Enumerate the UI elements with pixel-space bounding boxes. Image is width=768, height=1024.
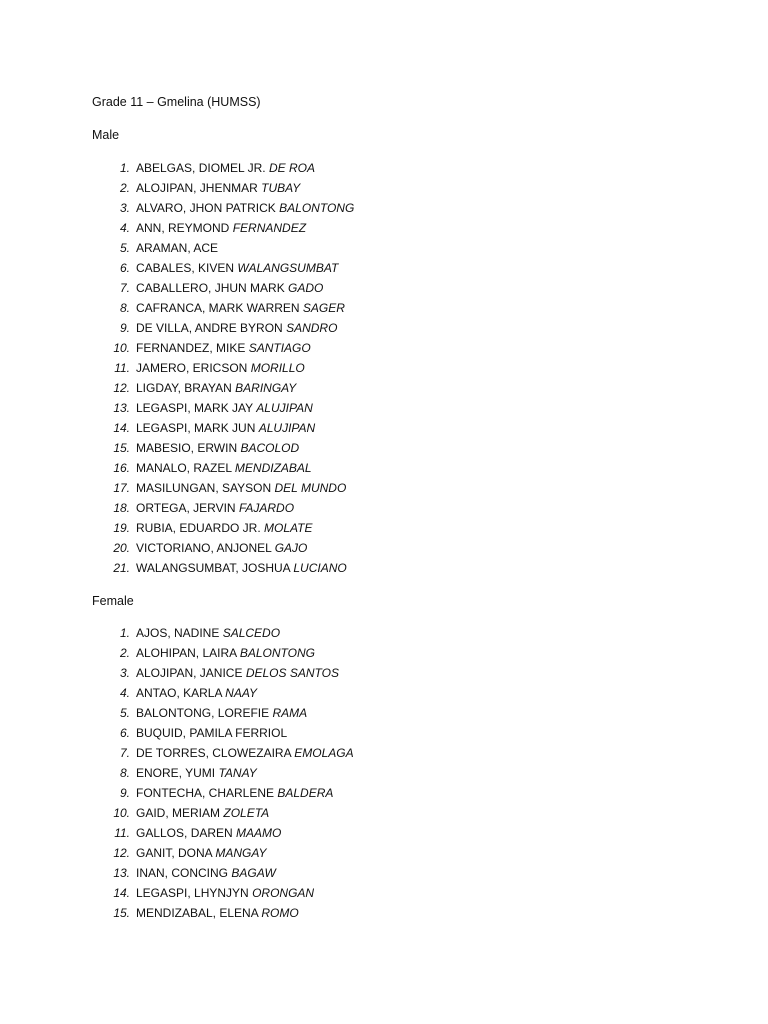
list-item-number: 3.	[119, 201, 130, 215]
list-item-number: 7.	[119, 746, 130, 760]
list-item	[0, 805, 500, 825]
list-item-number: 1.	[119, 161, 130, 175]
list-item	[0, 360, 500, 380]
student-name	[136, 300, 345, 316]
list-item-number: 17.	[113, 481, 130, 495]
student-middle-name: RAMA	[272, 706, 308, 720]
list-item	[0, 340, 500, 360]
list-item	[0, 320, 500, 340]
list-item-number: 6.	[119, 261, 130, 275]
list-item	[0, 905, 500, 925]
list-item	[0, 520, 500, 540]
list-item	[0, 280, 500, 300]
student-middle-name: DELOS SANTOS	[245, 666, 339, 680]
list-item	[0, 540, 500, 560]
student-surname-given: LEGASPI, MARK JAY	[136, 401, 253, 415]
student-surname-given: ALVARO, JHON PATRICK	[136, 201, 276, 215]
student-surname-given: LEGASPI, MARK JUN	[136, 421, 256, 435]
list-item-number: 11.	[114, 826, 130, 840]
student-name	[136, 160, 315, 176]
student-middle-name: BALDERA	[277, 786, 334, 800]
student-surname-given: RUBIA, EDUARDO JR.	[136, 521, 261, 535]
male-student-list	[0, 160, 500, 580]
student-surname-given: ORTEGA, JERVIN	[136, 501, 236, 515]
list-item	[0, 480, 500, 500]
list-item-number: 9.	[119, 786, 130, 800]
list-item-number: 7.	[119, 281, 130, 295]
list-item	[0, 625, 500, 645]
student-name	[136, 645, 315, 661]
student-surname-given: FONTECHA, CHARLENE	[136, 786, 275, 800]
student-surname-given: CAFRANCA, MARK WARREN	[136, 301, 300, 315]
student-surname-given: CABALLERO, JHUN MARK	[136, 281, 285, 295]
student-surname-given: ALOHIPAN, LAIRA	[136, 646, 237, 660]
student-middle-name: BALONTONG	[239, 646, 315, 660]
student-surname-given: ALOJIPAN, JANICE	[136, 666, 243, 680]
list-item	[0, 725, 500, 745]
list-item	[0, 560, 500, 580]
student-middle-name: MORILLO	[250, 361, 305, 375]
list-item-number: 20.	[113, 541, 130, 555]
student-surname-given: MASILUNGAN, SAYSON	[136, 481, 272, 495]
student-middle-name: GADO	[288, 281, 324, 295]
student-name	[136, 400, 313, 416]
list-item-number: 3.	[119, 666, 130, 680]
list-item-number: 5.	[119, 241, 130, 255]
student-name	[136, 360, 305, 376]
student-middle-name: FAJARDO	[238, 501, 295, 515]
student-middle-name: BAGAW	[231, 866, 276, 880]
student-surname-given: WALANGSUMBAT, JOSHUA	[136, 561, 291, 575]
list-item	[0, 745, 500, 765]
student-middle-name: NAAY	[225, 686, 257, 700]
student-surname-given: ARAMAN, ACE	[136, 241, 219, 255]
student-name	[136, 260, 338, 276]
student-name	[136, 480, 346, 496]
student-middle-name: BALONTONG	[279, 201, 355, 215]
student-middle-name: ROMO	[261, 906, 299, 920]
student-surname-given: INAN, CONCING	[136, 866, 229, 880]
student-middle-name: BACOLOD	[240, 441, 300, 455]
student-name	[136, 520, 312, 536]
list-item	[0, 865, 500, 885]
student-middle-name: MENDIZABAL	[234, 461, 312, 475]
student-middle-name: FERNANDEZ	[232, 221, 307, 235]
student-name	[136, 685, 257, 701]
student-name	[136, 825, 281, 841]
student-middle-name: ZOLETA	[223, 806, 270, 820]
list-item-number: 8.	[119, 766, 130, 780]
student-surname-given: GALLOS, DAREN	[136, 826, 233, 840]
student-surname-given: GAID, MERIAM	[136, 806, 221, 820]
student-name	[136, 220, 306, 236]
student-name	[136, 180, 300, 196]
student-name	[136, 665, 339, 681]
list-item	[0, 440, 500, 460]
student-middle-name: TANAY	[218, 766, 257, 780]
list-item-number: 12.	[113, 846, 130, 860]
document-title: Grade 11 – Gmelina (HUMSS)	[92, 95, 261, 109]
student-surname-given: ANN, REYMOND	[136, 221, 230, 235]
list-item-number: 1.	[119, 626, 130, 640]
student-name	[136, 705, 307, 721]
student-name	[136, 280, 323, 296]
list-item	[0, 380, 500, 400]
student-name	[136, 440, 299, 456]
list-item	[0, 420, 500, 440]
list-item	[0, 300, 500, 320]
student-middle-name: ALUJIPAN	[256, 401, 313, 415]
list-item	[0, 220, 500, 240]
list-item-number: 5.	[119, 706, 130, 720]
student-name	[136, 625, 280, 641]
student-name	[136, 560, 347, 576]
list-item-number: 21.	[113, 561, 130, 575]
student-middle-name: MOLATE	[264, 521, 313, 535]
list-item-number: 15.	[113, 906, 130, 920]
list-item	[0, 500, 500, 520]
student-name	[136, 380, 296, 396]
female-student-list	[0, 625, 500, 925]
student-surname-given: ALOJIPAN, JHENMAR	[136, 181, 258, 195]
student-surname-given: AJOS, NADINE	[136, 626, 220, 640]
student-surname-given: LIGDAY, BRAYAN	[136, 381, 232, 395]
student-surname-given: VICTORIANO, ANJONEL	[136, 541, 272, 555]
list-item-number: 11.	[114, 361, 130, 375]
student-middle-name: ALUJIPAN	[258, 421, 316, 435]
student-name	[136, 845, 266, 861]
student-middle-name: MAAMO	[236, 826, 282, 840]
list-item-number: 15.	[113, 441, 130, 455]
student-surname-given: LEGASPI, LHYNJYN	[136, 886, 249, 900]
student-middle-name: SALCEDO	[222, 626, 281, 640]
student-middle-name: WALANGSUMBAT	[237, 261, 339, 275]
student-surname-given: MENDIZABAL, ELENA	[136, 906, 259, 920]
list-item-number: 9.	[119, 321, 130, 335]
list-item-number: 14.	[113, 886, 130, 900]
list-item	[0, 885, 500, 905]
list-item	[0, 460, 500, 480]
student-surname-given: ABELGAS, DIOMEL JR.	[136, 161, 266, 175]
list-item	[0, 645, 500, 665]
list-item	[0, 785, 500, 805]
student-name	[136, 240, 218, 256]
section-heading-female: Female	[92, 594, 134, 608]
student-surname-given: MABESIO, ERWIN	[136, 441, 238, 455]
list-item-number: 13.	[113, 401, 130, 415]
list-item	[0, 765, 500, 785]
student-name	[136, 420, 315, 436]
student-middle-name: ORONGAN	[252, 886, 315, 900]
list-item-number: 14.	[113, 421, 130, 435]
list-item-number: 6.	[119, 726, 130, 740]
list-item	[0, 845, 500, 865]
student-name	[136, 320, 337, 336]
list-item	[0, 400, 500, 420]
list-item-number: 13.	[113, 866, 130, 880]
student-surname-given: CABALES, KIVEN	[136, 261, 235, 275]
student-name	[136, 905, 299, 921]
student-surname-given: DE VILLA, ANDRE BYRON	[136, 321, 283, 335]
student-surname-given: DE TORRES, CLOWEZAIRA	[136, 746, 291, 760]
list-item-number: 12.	[113, 381, 130, 395]
list-item	[0, 260, 500, 280]
student-middle-name: SAGER	[302, 301, 345, 315]
student-surname-given: BALONTONG, LOREFIE	[136, 706, 270, 720]
student-name	[136, 765, 257, 781]
student-name	[136, 500, 294, 516]
student-surname-given: JAMERO, ERICSON	[136, 361, 248, 375]
student-name	[136, 540, 307, 556]
list-item	[0, 665, 500, 685]
list-item-number: 16.	[113, 461, 130, 475]
list-item-number: 4.	[119, 686, 130, 700]
list-item	[0, 240, 500, 260]
student-middle-name: DE ROA	[268, 161, 315, 175]
student-middle-name: SANTIAGO	[248, 341, 311, 355]
list-item-number: 10.	[113, 806, 130, 820]
list-item-number: 19.	[113, 521, 130, 535]
list-item-number: 4.	[119, 221, 130, 235]
student-middle-name: TUBAY	[261, 181, 301, 195]
student-name	[136, 865, 276, 881]
student-middle-name: BARINGAY	[235, 381, 297, 395]
list-item	[0, 705, 500, 725]
list-item-number: 18.	[113, 501, 130, 515]
student-name	[136, 785, 333, 801]
section-heading-male: Male	[92, 128, 120, 142]
list-item	[0, 180, 500, 200]
list-item-number: 10.	[113, 341, 130, 355]
student-name	[136, 885, 314, 901]
student-name	[136, 805, 269, 821]
student-name	[136, 340, 311, 356]
student-surname-given: ANTAO, KARLA	[136, 686, 222, 700]
student-middle-name: GAJO	[274, 541, 308, 555]
student-surname-given: ENORE, YUMI	[136, 766, 216, 780]
list-item	[0, 160, 500, 180]
student-surname-given: BUQUID, PAMILA FERRIOL	[136, 726, 288, 740]
student-middle-name: DEL MUNDO	[274, 481, 347, 495]
student-surname-given: FERNANDEZ, MIKE	[136, 341, 246, 355]
student-middle-name: EMOLAGA	[294, 746, 354, 760]
student-middle-name: MANGAY	[215, 846, 267, 860]
list-item-number: 2.	[119, 181, 130, 195]
student-surname-given: MANALO, RAZEL	[136, 461, 232, 475]
student-name	[136, 725, 287, 741]
list-item-number: 2.	[119, 646, 130, 660]
student-name	[136, 460, 312, 476]
list-item	[0, 200, 500, 220]
list-item-number: 8.	[119, 301, 130, 315]
list-item	[0, 685, 500, 705]
student-name	[136, 200, 354, 216]
student-name	[136, 745, 354, 761]
student-middle-name: SANDRO	[286, 321, 338, 335]
list-item	[0, 825, 500, 845]
student-surname-given: GANIT, DONA	[136, 846, 213, 860]
student-middle-name: LUCIANO	[293, 561, 347, 575]
